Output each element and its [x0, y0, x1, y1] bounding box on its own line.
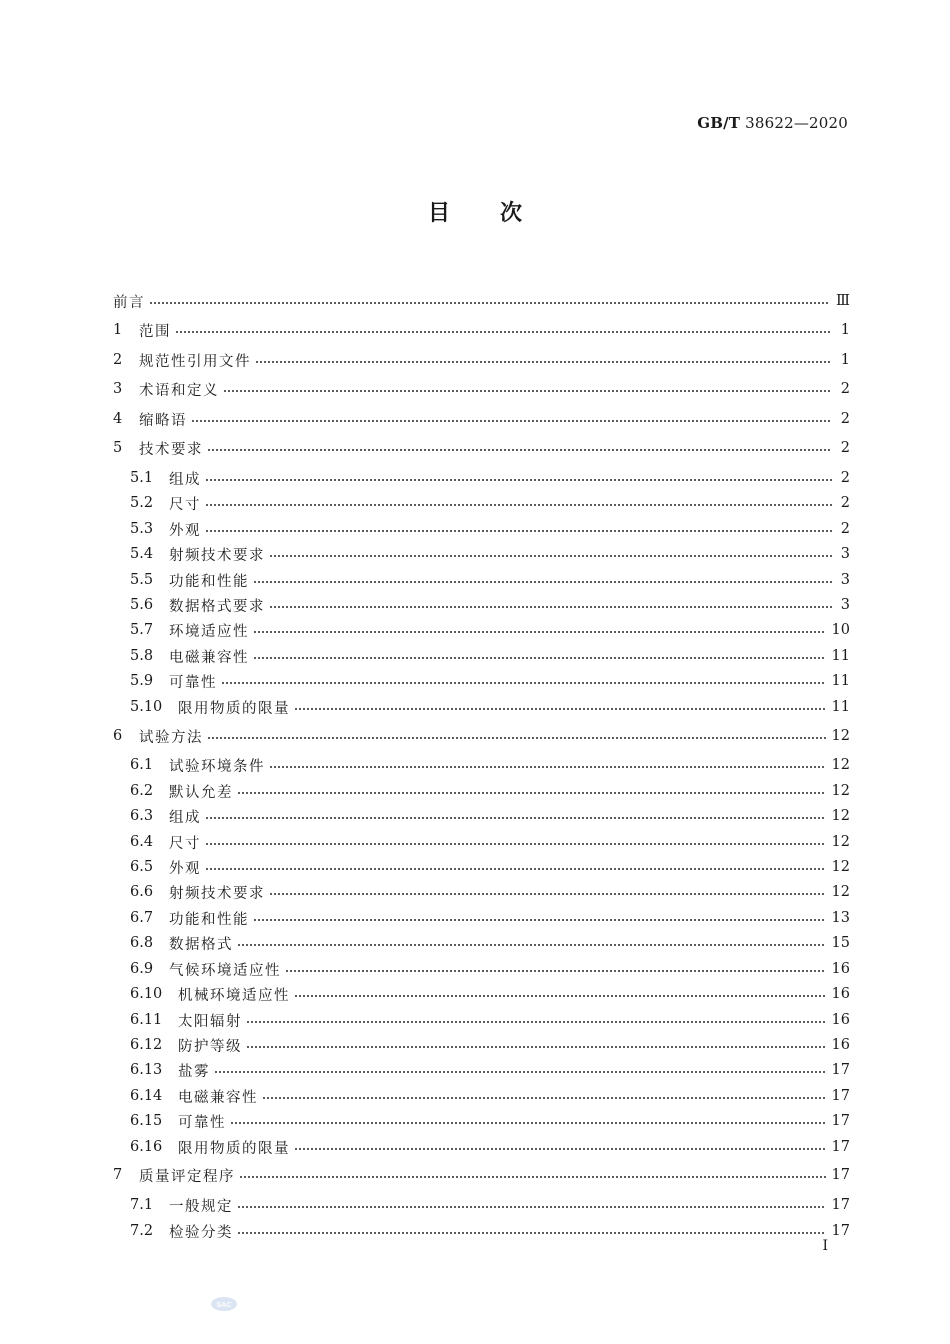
- toc-entry-label: 缩略语: [139, 412, 187, 429]
- dot-leader: [285, 970, 826, 972]
- toc-entry[interactable]: [130, 543, 850, 565]
- toc-entry[interactable]: [130, 805, 850, 827]
- toc-entry-page: 17: [831, 1223, 850, 1239]
- toc-entry-label: 限用物质的限量: [178, 1140, 290, 1157]
- toc-entry-number: 6.3: [130, 808, 154, 824]
- toc-entry[interactable]: [130, 1136, 850, 1158]
- toc-entry-number: 6.8: [130, 935, 154, 951]
- toc-entry-page: 2: [840, 470, 850, 486]
- dot-leader: [237, 944, 826, 946]
- toc-entry[interactable]: [130, 1110, 850, 1132]
- toc-entry-label: 尺寸: [169, 835, 201, 852]
- toc-entry-label: 机械环境适应性: [178, 987, 290, 1004]
- toc-entry-label: 射频技术要求: [169, 547, 265, 564]
- dot-leader: [230, 1122, 826, 1124]
- dot-leader: [149, 302, 830, 304]
- toc-entry-number: 6.12: [130, 1037, 163, 1053]
- toc-entry-number: 5.6: [130, 597, 154, 613]
- toc-entry-page: 12: [831, 757, 850, 773]
- toc-entry-page: 16: [831, 986, 850, 1002]
- toc-entry-number: 6.6: [130, 884, 154, 900]
- toc-entry-page: 2: [840, 440, 850, 456]
- toc-entry-page: 17: [831, 1167, 850, 1183]
- toc-entry[interactable]: [130, 696, 850, 718]
- toc-entry-label: 范围: [139, 323, 171, 340]
- toc-entry[interactable]: [130, 1034, 850, 1056]
- toc-entry-number: 6.1: [130, 757, 154, 773]
- dot-leader: [214, 1071, 826, 1073]
- toc-entry-number: 4: [113, 411, 123, 427]
- dot-leader: [239, 1176, 826, 1178]
- toc-entry-number: 5.9: [130, 673, 154, 689]
- toc-entry-label: 前言: [113, 294, 145, 311]
- toc-entry[interactable]: [113, 349, 850, 371]
- dot-leader: [205, 817, 826, 819]
- toc-entry[interactable]: [113, 378, 850, 400]
- dot-leader: [253, 657, 826, 659]
- toc-entry[interactable]: [130, 881, 850, 903]
- page-number: I: [822, 1238, 828, 1254]
- dot-leader: [269, 606, 832, 608]
- toc-entry-page: 3: [840, 597, 850, 613]
- dot-leader: [255, 361, 832, 363]
- dot-leader: [246, 1046, 826, 1048]
- toc-entry[interactable]: [130, 569, 850, 591]
- toc-entry[interactable]: [130, 831, 850, 853]
- toc-entry-page: 3: [840, 546, 850, 562]
- toc-entry-number: 5.8: [130, 648, 154, 664]
- toc-entry[interactable]: [130, 1194, 850, 1216]
- toc-entry[interactable]: [130, 594, 850, 616]
- toc-entry[interactable]: [130, 907, 850, 929]
- toc-entry[interactable]: [130, 1009, 850, 1031]
- toc-entry[interactable]: [130, 467, 850, 489]
- dot-leader: [269, 555, 832, 557]
- toc-entry-number: 6.4: [130, 834, 154, 850]
- toc-entry-number: 5.1: [130, 470, 154, 486]
- toc-entry[interactable]: [130, 958, 850, 980]
- toc-entry-page: 11: [831, 648, 850, 664]
- dot-leader: [207, 449, 832, 451]
- toc-entry[interactable]: [113, 1164, 850, 1186]
- toc-entry-number: 5.3: [130, 521, 154, 537]
- toc-entry-label: 防护等级: [178, 1038, 242, 1055]
- toc-entry-label: 限用物质的限量: [178, 700, 290, 717]
- toc-entry-number: 6.14: [130, 1088, 163, 1104]
- dot-leader: [253, 919, 826, 921]
- standard-code: [697, 114, 848, 132]
- toc-entry[interactable]: [130, 518, 850, 540]
- toc-entry-label: 可靠性: [178, 1114, 226, 1131]
- toc-entry-page: 12: [831, 783, 850, 799]
- toc-entry-page: 11: [831, 673, 850, 689]
- toc-entry-page: 12: [831, 884, 850, 900]
- toc-entry[interactable]: [130, 983, 850, 1005]
- toc-entry-number: 6.5: [130, 859, 154, 875]
- toc-entry[interactable]: [113, 725, 850, 747]
- toc-entry-label: 外观: [169, 522, 201, 539]
- toc-entry-number: 6.7: [130, 910, 154, 926]
- toc-entry-number: 5.5: [130, 572, 154, 588]
- toc-entry-number: 6.13: [130, 1062, 163, 1078]
- toc-entry-number: 1: [113, 322, 123, 338]
- toc-entry-page: 12: [831, 834, 850, 850]
- toc-entry-label: 质量评定程序: [139, 1168, 235, 1185]
- dot-leader: [294, 995, 826, 997]
- toc-entry[interactable]: [130, 1085, 850, 1107]
- toc-entry-page: 16: [831, 961, 850, 977]
- dot-leader: [237, 1232, 826, 1234]
- toc-entry[interactable]: [130, 780, 850, 802]
- toc-entry-page: 11: [831, 699, 850, 715]
- toc-entry-page: 17: [831, 1197, 850, 1213]
- dot-leader: [237, 792, 826, 794]
- toc-entry-page: 2: [840, 495, 850, 511]
- toc-entry-label: 太阳辐射: [178, 1013, 242, 1030]
- toc-entry-label: 数据格式: [169, 936, 233, 953]
- toc-entry-page: 16: [831, 1037, 850, 1053]
- dot-leader: [207, 737, 826, 739]
- toc-entry-page: Ⅲ: [836, 293, 850, 309]
- toc-entry-number: 6.10: [130, 986, 163, 1002]
- toc-entry[interactable]: [130, 856, 850, 878]
- dot-leader: [294, 708, 826, 710]
- toc-entry-page: 17: [831, 1088, 850, 1104]
- toc-entry-page: 1: [840, 322, 850, 338]
- toc-entry[interactable]: [113, 408, 850, 430]
- toc-entry[interactable]: [130, 645, 850, 667]
- toc-entry-number: 6.9: [130, 961, 154, 977]
- toc-entry-number: 3: [113, 381, 123, 397]
- toc-entry-page: 2: [840, 521, 850, 537]
- toc-entry[interactable]: [113, 437, 850, 459]
- toc-entry-label: 试验方法: [139, 729, 203, 746]
- toc-entry-label: 试验环境条件: [169, 758, 265, 775]
- logo-text: SAC: [216, 1302, 232, 1309]
- page-title: 目次: [427, 200, 572, 226]
- toc-entry-label: 电磁兼容性: [178, 1089, 258, 1106]
- toc-entry-number: 6.16: [130, 1139, 163, 1155]
- toc-entry-page: 1: [840, 352, 850, 368]
- toc-entry-page: 12: [831, 808, 850, 824]
- toc-entry-page: 17: [831, 1062, 850, 1078]
- toc-entry-page: 2: [840, 381, 850, 397]
- toc-entry-number: 5.10: [130, 699, 163, 715]
- toc-entry-label: 尺寸: [169, 496, 201, 513]
- toc-entry-number: 6.15: [130, 1113, 163, 1129]
- toc-entry-number: 6.2: [130, 783, 154, 799]
- toc-entry-number: 7.1: [130, 1197, 154, 1213]
- dot-leader: [246, 1021, 826, 1023]
- toc-entry-page: 10: [831, 622, 850, 638]
- toc-entry-page: 12: [831, 859, 850, 875]
- toc-entry-page: 16: [831, 1012, 850, 1028]
- dot-leader: [237, 1206, 826, 1208]
- toc-entry-label: 气候环境适应性: [169, 962, 281, 979]
- dot-leader: [253, 631, 826, 633]
- toc-entry-label: 检验分类: [169, 1224, 233, 1241]
- toc-entry[interactable]: [130, 932, 850, 954]
- sac-logo-icon: [210, 1296, 238, 1312]
- toc-entry-label: 射频技术要求: [169, 885, 265, 902]
- toc-entry-label: 数据格式要求: [169, 598, 265, 615]
- dot-leader: [253, 581, 832, 583]
- dot-leader: [205, 843, 826, 845]
- toc-entry-label: 电磁兼容性: [169, 649, 249, 666]
- dot-leader: [269, 766, 826, 768]
- toc-entry-number: 2: [113, 352, 123, 368]
- toc-entry-label: 环境适应性: [169, 623, 249, 640]
- toc-entry[interactable]: [130, 754, 850, 776]
- toc-entry-page: 15: [831, 935, 850, 951]
- dot-leader: [262, 1097, 826, 1099]
- toc-entry[interactable]: [113, 319, 850, 341]
- dot-leader: [205, 530, 832, 532]
- toc-entry[interactable]: [130, 1220, 850, 1242]
- toc-entry[interactable]: [130, 1059, 850, 1081]
- standard-code-prefix: GB/T: [697, 114, 741, 132]
- toc-entry-label: 可靠性: [169, 674, 217, 691]
- dot-leader: [191, 420, 832, 422]
- toc-entry-number: 6: [113, 728, 123, 744]
- dot-leader: [175, 331, 832, 333]
- toc-entry-number: 5.4: [130, 546, 154, 562]
- dot-leader: [294, 1148, 826, 1150]
- toc-entry-label: 功能和性能: [169, 573, 249, 590]
- dot-leader: [223, 390, 832, 392]
- dot-leader: [205, 868, 826, 870]
- toc-entry[interactable]: [130, 619, 850, 641]
- toc-entry-label: 组成: [169, 809, 201, 826]
- toc-entry-label: 盐雾: [178, 1063, 210, 1080]
- dot-leader: [221, 682, 826, 684]
- standard-code-number: 38622—2020: [740, 114, 848, 132]
- toc-entry-label: 组成: [169, 471, 201, 488]
- toc-entry-number: 5.2: [130, 495, 154, 511]
- toc-entry-number: 5.7: [130, 622, 154, 638]
- toc-entry-label: 规范性引用文件: [139, 353, 251, 370]
- toc-entry[interactable]: [113, 290, 850, 312]
- toc-entry-label: 默认允差: [169, 784, 233, 801]
- toc-entry-number: 6.11: [130, 1012, 163, 1028]
- toc-entry-number: 7.2: [130, 1223, 154, 1239]
- toc-entry-label: 技术要求: [139, 441, 203, 458]
- toc-entry-label: 术语和定义: [139, 382, 219, 399]
- toc-entry-page: 2: [840, 411, 850, 427]
- dot-leader: [269, 893, 826, 895]
- toc-entry-page: 3: [840, 572, 850, 588]
- dot-leader: [205, 504, 832, 506]
- toc-entry-label: 功能和性能: [169, 911, 249, 928]
- toc-entry[interactable]: [130, 670, 850, 692]
- toc-entry-page: 17: [831, 1139, 850, 1155]
- toc-entry-label: 外观: [169, 860, 201, 877]
- toc-entry-page: 13: [831, 910, 850, 926]
- toc-entry-label: 一般规定: [169, 1198, 233, 1215]
- dot-leader: [205, 479, 832, 481]
- toc-entry-page: 12: [831, 728, 850, 744]
- toc-entry-page: 17: [831, 1113, 850, 1129]
- toc-entry-number: 7: [113, 1167, 123, 1183]
- toc-entry-number: 5: [113, 440, 123, 456]
- toc-entry[interactable]: [130, 492, 850, 514]
